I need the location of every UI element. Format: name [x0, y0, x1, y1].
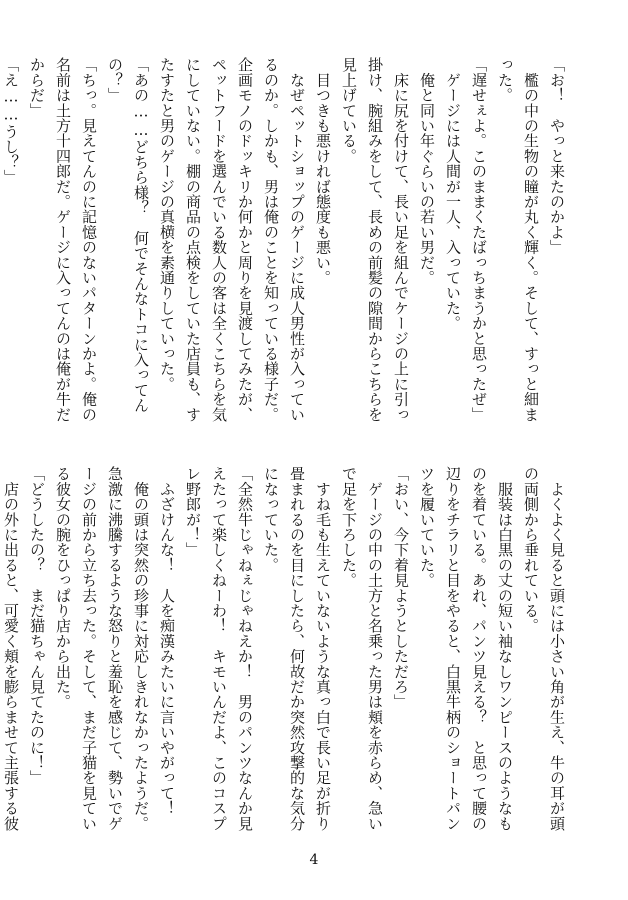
paragraph: 「ちっ。見えてんのに記憶のないパターンかよ。俺の名前は土方十四郎だ。ゲージに入ってんのは俺が牛だからだ」: [28, 57, 98, 422]
paragraph: なぜペットショップのゲージに成人男性が入っているのか。しかも、男は俺のことを知っている様子だ。企画モノのドッキリか何かと周りを見渡してみたが、ペットフードを選んでいる数人の客は全くこちらを気にしていない。棚の商品の点検をしていた店員も、すたすたと男のゲージの真横を素通りしていった。: [158, 57, 306, 422]
paragraph: ゲージには人間が一人、入っていた。: [444, 57, 462, 331]
text-block-bottom: [2, 466, 570, 838]
paragraph: ゲージの中の土方と名乗った男は頬を赤らめ、急いで足を下ろした。: [340, 466, 384, 831]
paragraph: 「お！ やっと来たのかよ」: [548, 57, 566, 255]
paragraph: 床に尻を付けて、長い足を組んでケージの上に引っ掛け、腕組みをして、長めの前髪の隙間からこちらを見上げている。: [340, 57, 410, 422]
paragraph: 「全然牛じゃねぇじゃねえか！ 男のパンツなんか見えたって楽しくねーわ！ キモいんだよ、このコスプレ野郎が！」: [184, 466, 254, 831]
paragraph: 目つきも悪ければ態度も悪い。: [314, 57, 332, 285]
paragraph: 「あの……どちら様？ 何でそんなトコに入ってんの？」: [106, 57, 150, 413]
paragraph: すね毛も生えていないような真っ白で長い足が折り畳まれるのを目にしたら、何故だか突然攻撃的な気分になっていた。: [262, 466, 332, 831]
paragraph: 檻の中の生物の瞳が丸く輝く。そして、すっと細まった。: [496, 57, 540, 422]
paragraph: 店の外に出ると、可愛く頬を膨らませて主張する彼: [2, 481, 20, 831]
page-number: 4: [309, 852, 319, 868]
paragraph: よくよく見ると頭には小さい角が生え、牛の耳が頭の両側から垂れている。: [522, 466, 566, 831]
paragraph: 俺と同い年ぐらいの若い男だ。: [418, 57, 436, 285]
paragraph: 「え……うし？」: [2, 57, 20, 185]
paragraph: 「どうしたの？ まだ猫ちゃん見てたのに！」: [28, 466, 46, 786]
paragraph: 服装は白黒の丈の短い袖なしワンピースのようなものを着ている。あれ、パンツ見える？ と思って腰の辺りをチラリと目をやると、白黒牛柄のショートパンツを履いていた。: [418, 466, 514, 831]
text-block-top: [2, 57, 570, 429]
paragraph: ふざけんな！ 人を痴漢みたいに言いやがって！: [158, 466, 176, 816]
paragraph: 「おい、今下着見ようとしただろ」: [392, 466, 410, 710]
paragraph: 俺の頭は突然の珍事に対応しきれなかったようだ。急激に沸騰するような怒りと羞恥を感じて、勢いでゲージの前から立ち去った。そして、まだ子猫を見ている彼女の腕をひっぱり店から出た。: [54, 466, 150, 831]
paragraph: 「遅せぇよ。このままくたばっちまうかと思ったぜ」: [470, 57, 488, 422]
